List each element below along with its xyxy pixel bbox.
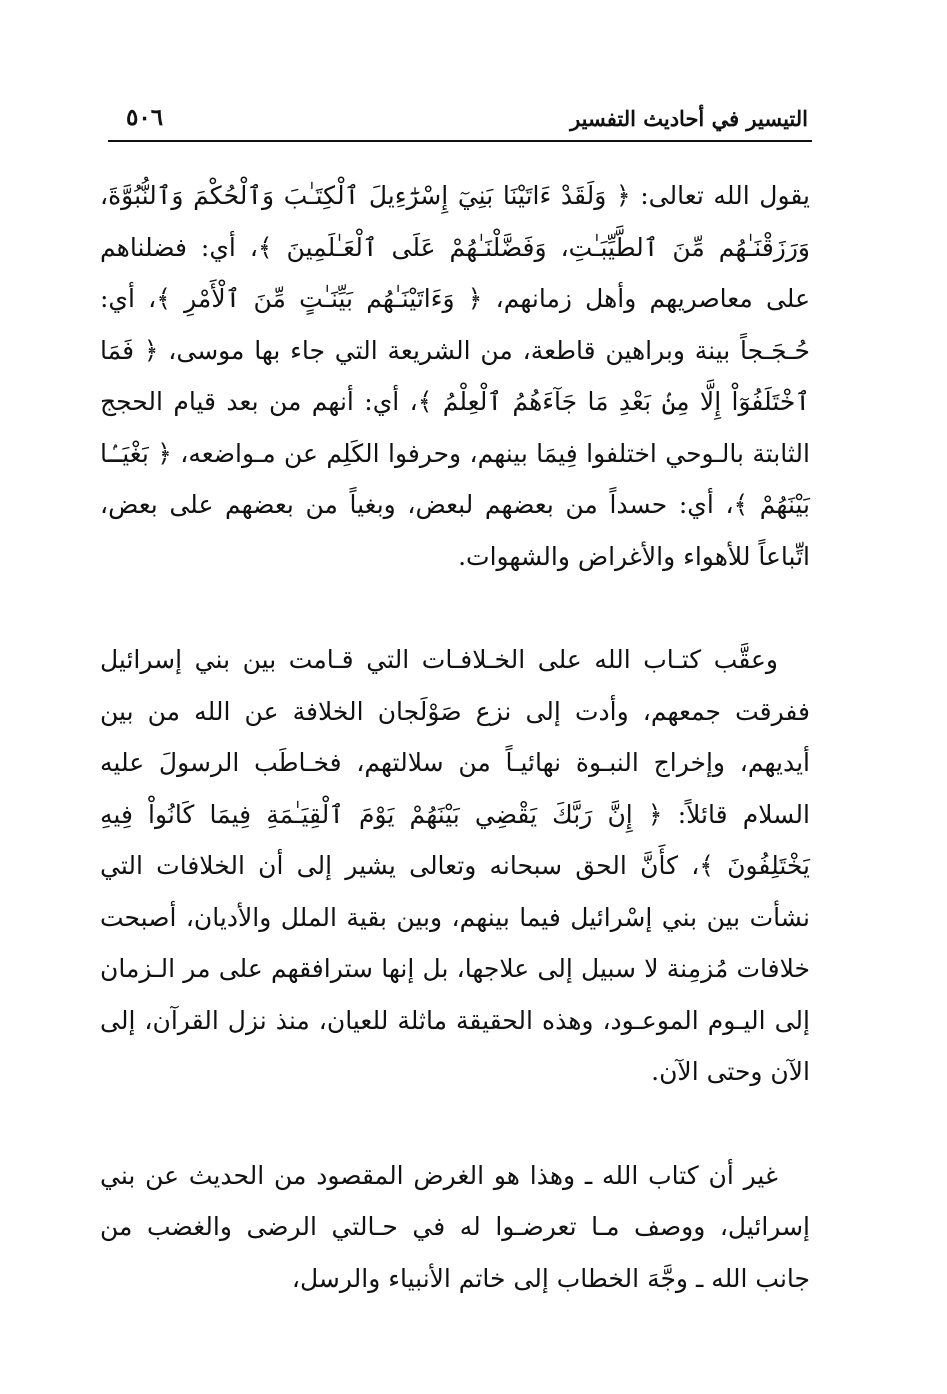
text-segment: ، كأَنَّ الحق سبحانه وتعالى يشير إلى أن الخلافات التي نشأت بين بني إسْرائيل فيما بينهم، وبين بقية الملل والأديان، أصبحت خلافات مُزمِنة لا سبيل إلى علاجها، بل إنها سترافقهم على مر الـزمان إلى اليـوم الموعـود، وهذه الحقيقة ماثلة للعيان، منذ نزل القرآن، إلى الآن وحتى الآن. xyxy=(100,851,810,1086)
running-header xyxy=(108,100,812,140)
paragraph-2 xyxy=(100,634,810,1098)
quran-verse: ﴿ إِنَّ رَبَّكَ يَقْضِي بَيْنَهُمْ يَوْمَ ٱلْقِيَـٰمَةِ فِيمَا كَانُواْ فِيهِ يَخْتَلِفُونَ ﴾ xyxy=(100,799,810,880)
quran-verse: ﴿ وَلَقَدْ ءَاتَيْنَا بَنِيٓ إِسْرَٰٓءِيلَ ٱلْكِتَـٰبَ وَٱلْحُكْمَ وَٱلنُّبُوَّةَ، وَرَزَقْنَـٰهُم مِّنَ ٱلطَّيِّبَـٰتِ، وَفَضَّلْنَـٰهُمْ عَلَى ٱلْعَـٰلَمِينَ ﴾ xyxy=(100,181,810,262)
body-text xyxy=(100,170,810,1304)
header-divider xyxy=(108,140,812,142)
text-segment: يقول الله تعالى: xyxy=(630,181,810,210)
text-segment: ، أي: فضلناهم على معاصريهم وأهل زمانهم، xyxy=(100,232,811,313)
text-segment: ، أي: حسداً من بعضهم لبعض، وبغياً من بعضهم على بعض، اتِّباعاً للأهواء والأغراض والشهوات. xyxy=(100,490,810,571)
text-segment: ، أي: حُـجَـجاً بينة وبراهين قاطعة، من الشريعة التي جاء بها موسى، xyxy=(100,284,810,365)
paragraph-3 xyxy=(100,1150,810,1305)
header-title: التيسير في أحاديث التفسير xyxy=(570,106,808,131)
quran-verse: ﴿ فَمَا ٱخْتَلَفُوٓاْ إِلَّا مِنۢ بَعْدِ مَا جَآءَهُمُ ٱلْعِلْمُ ﴾ xyxy=(100,335,810,416)
paragraph-1 xyxy=(100,170,810,582)
text-segment: وعقَّب كتـاب الله على الخـلافـات التي قـامت بين بني إسرائيل ففرقت جمعهم، وأدت إلى نزع صَوْلَجان الخلافة عن الله من بين أيديهم، وإخراج النبـوة نهائيـاً من سلالتهم، فخـاطَب الرسولَ عليه السلام قائلاً: xyxy=(100,645,810,829)
text-segment: غير أن كتاب الله ـ وهذا هو الغرض المقصود من الحديث عن بني إسرائيل، ووصف مـا تعرضـوا له في حـالتي الرضى والغضب من جانب الله ـ وجَّهَ الخطاب إلى خاتم الأنبياء والرسل، xyxy=(100,1160,810,1293)
page-number: ٥٠٦ xyxy=(126,104,164,131)
quran-verse: ﴿ بَغْيَـۢا بَيْنَهُمْ ﴾ xyxy=(100,438,810,519)
text-segment: ، أي: أنهم من بعد قيام الحجج الثابتة بالـوحي اختلفوا فِيمَا بينهم، وحرفوا الكَلِم عن مـواضعه، xyxy=(100,387,810,468)
quran-verse: ﴿ وَءَاتَيْنَـٰهُم بَيِّنَـٰتٍ مِّنَ ٱلْأَمْرِ ﴾ xyxy=(156,284,483,313)
